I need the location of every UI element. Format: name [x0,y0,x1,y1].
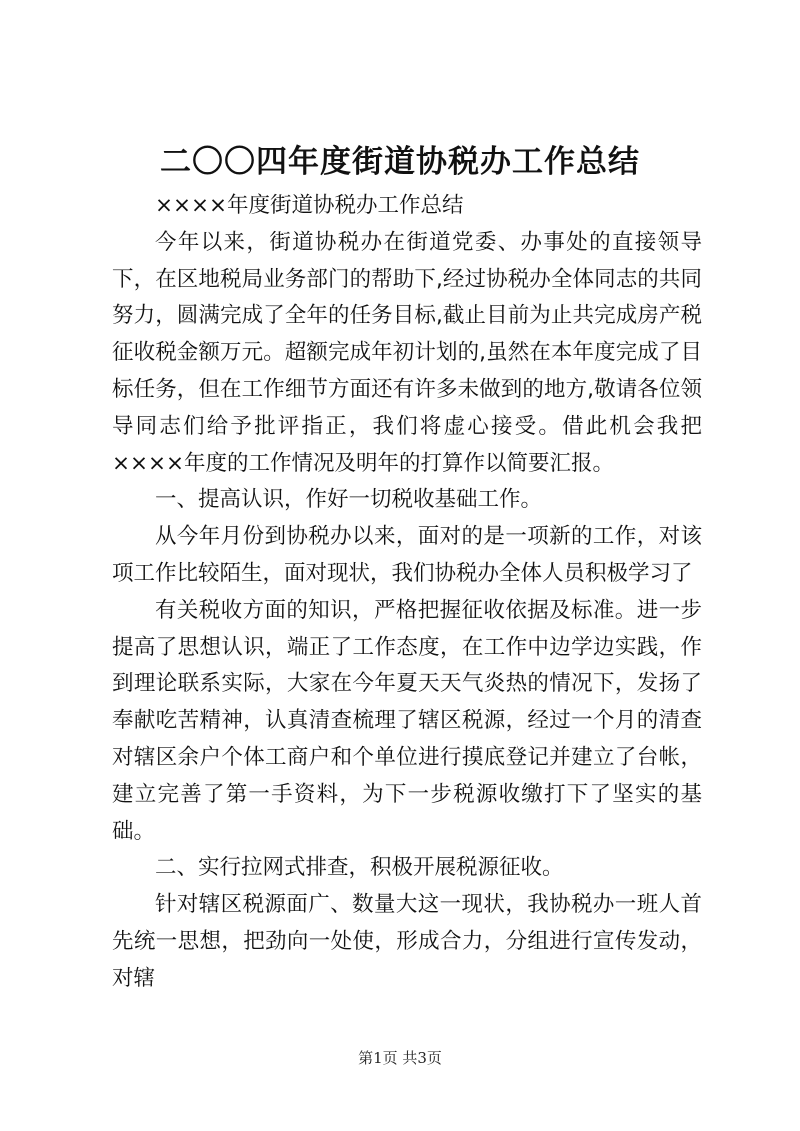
section-1-paragraph-a: 从今年月份到协税办以来，面对的是一项新的工作，对该项工作比较陌生，面对现状，我们协税办全体人员积极学习了 [112,524,702,586]
intro-paragraph: 今年以来，街道协税办在街道党委、办事处的直接领导下，在区地税局业务部门的帮助下,经过协税办全体同志的共同努力，圆满完成了全年的任务目标,截止目前为止共完成房产税征收税金额万元。超额完成年初计划的,虽然在本年度完成了目标任务，但在工作细节方面还有许多未做到的地方,敬请各位领导同志们给予批评指正，我们将虚心接受。借此机会我把××××年度的工作情况及明年的打算作以简要汇报。 [112,229,702,476]
section-heading-1: 一、提高认识，作好一切税收基础工作。 [155,487,543,513]
section-heading-2: 二、实行拉网式排查，积极开展税源征收。 [155,855,564,881]
page-footer: 第1页 共3页 [358,1049,442,1067]
document-title: 二〇〇四年度街道协税办工作总结 [160,144,640,180]
section-1-paragraph-b: 有关税收方面的知识，严格把握征收依据及标准。进一步提高了思想认识，端正了工作态度，在工作中边学边实践，作到理论联系实际，大家在今年夏天天气炎热的情况下，发扬了奉献吃苦精神，认真清查梳理了辖区税源，经过一个月的清查对辖区余户个体工商户和个单位进行摸底登记并建立了台帐，建立完善了第一手资料，为下一步税源收缴打下了坚实的基础。 [112,597,702,844]
section-2-paragraph: 针对辖区税源面广、数量大这一现状，我协税办一班人首先统一思想，把劲向一处使，形成合力，分组进行宣传发动，对辖 [112,892,702,991]
subtitle-paragraph: ××××年度街道协税办工作总结 [155,193,464,218]
document-body [112,188,702,998]
